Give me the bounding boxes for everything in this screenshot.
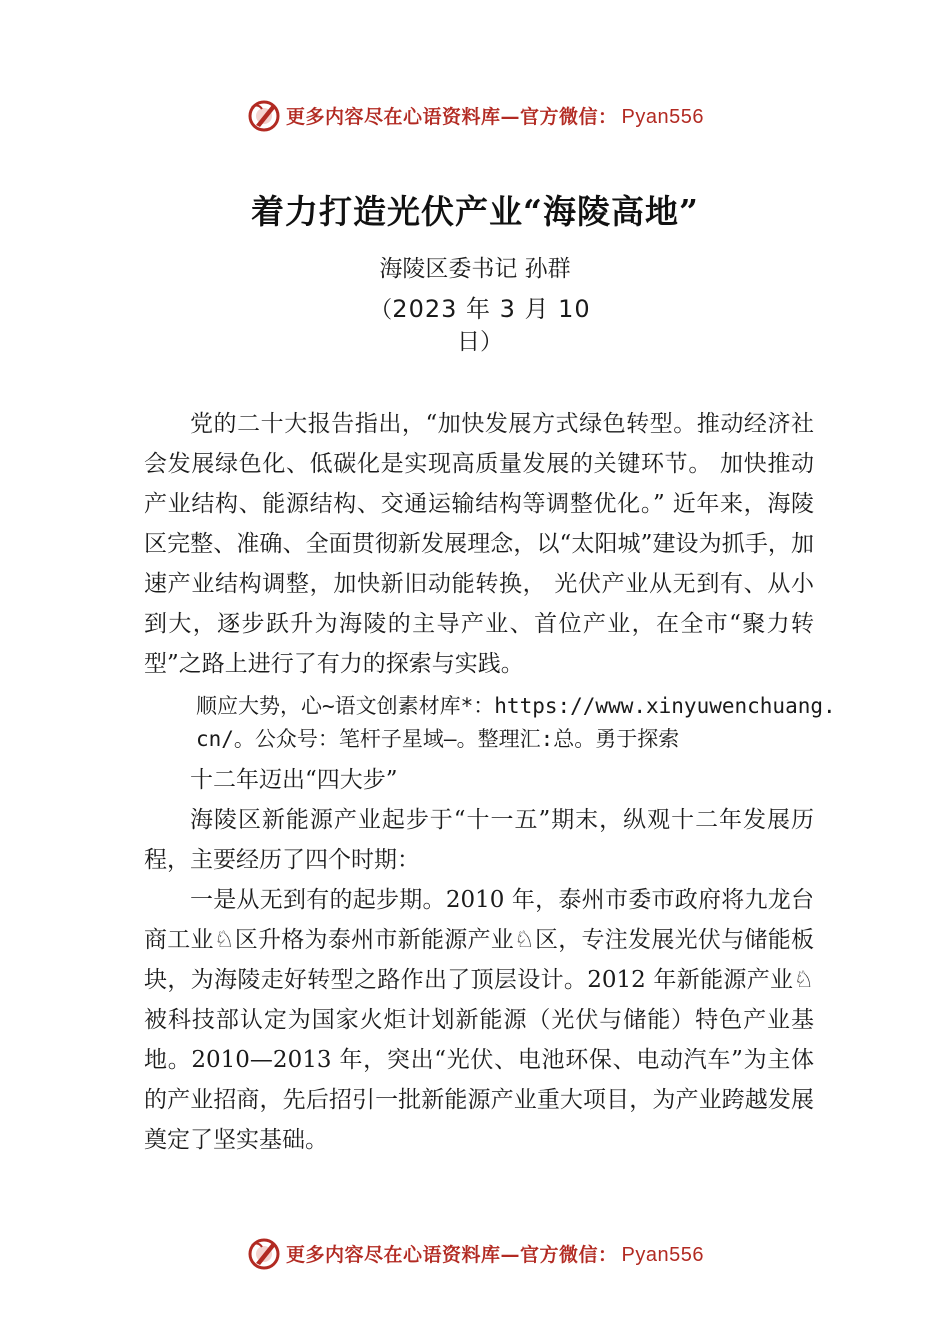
date-number: 2023 年 3 月 10 bbox=[392, 295, 591, 323]
section-heading: 十二年迈出“四大步” bbox=[190, 767, 398, 793]
banner-text bbox=[286, 1240, 704, 1267]
article-title: 着力打造光伏产业“海陵高地” bbox=[251, 192, 699, 231]
article-date bbox=[360, 293, 600, 358]
banner-label: 更多内容尽在心语资料库—官方微信： bbox=[286, 1243, 618, 1266]
banner-label: 更多内容尽在心语资料库—官方微信： bbox=[286, 105, 618, 128]
article-author: 海陵区委书记 孙群 bbox=[379, 256, 571, 282]
date-open: （ bbox=[369, 297, 393, 323]
banner-wechat-id: Pyan556 bbox=[621, 1243, 704, 1266]
paragraph-phase-one: 一是从无到有的起步期。2010 年，泰州市委市政府将九龙台商工业♘区升格为泰州市新能源产业♘区，专注发展光伏与储能板块，为海陵走好转型之路作出了顶层设计。2012 年新能源产业♘被科技部认定为国家火炬计划新能源（光伏与储能）特色产业基地。2010—2013 年，突出“光伏、电池环保、电动汽车”为主体的产业招商，先后招引一批新能源产业重大项目，为产业跨越发展奠定了坚实基础。 bbox=[144, 887, 814, 1153]
date-close: 日） bbox=[457, 329, 503, 355]
paragraph-source-note: 顺应大势，心~语文创素材库*：https://www.xinyuwenchuang.cn/。公众号：笔杆子星域—。整理汇:总。勇于探索 bbox=[196, 694, 836, 751]
pen-nib-logo-icon bbox=[246, 97, 282, 133]
header-banner bbox=[0, 95, 950, 135]
pen-nib-logo-icon bbox=[246, 1235, 282, 1271]
paragraph-overview: 海陵区新能源产业起步于“十一五”期末，纵观十二年发展历程，主要经历了四个时期： bbox=[144, 807, 814, 873]
footer-banner bbox=[0, 1233, 950, 1273]
banner-wechat-id: Pyan556 bbox=[621, 105, 704, 128]
banner-text bbox=[286, 102, 704, 129]
article-body bbox=[144, 404, 836, 1160]
paragraph-intro: 党的二十大报告指出，“加快发展方式绿色转型。推动经济社会发展绿色化、低碳化是实现高质量发展的关键环节。 加快推动产业结构、能源结构、交通运输结构等调整优化。” 近年来，海陵区完整、准确、全面贯彻新发展理念，以“太阳城”建设为抓手，加速产业结构调整，加快新旧动能转换， 光伏产业从无到有、从小到大，逐步跃升为海陵的主导产业、首位产业，在全市“聚力转型”之路上进行了有力的探索与实践。 bbox=[144, 411, 814, 677]
